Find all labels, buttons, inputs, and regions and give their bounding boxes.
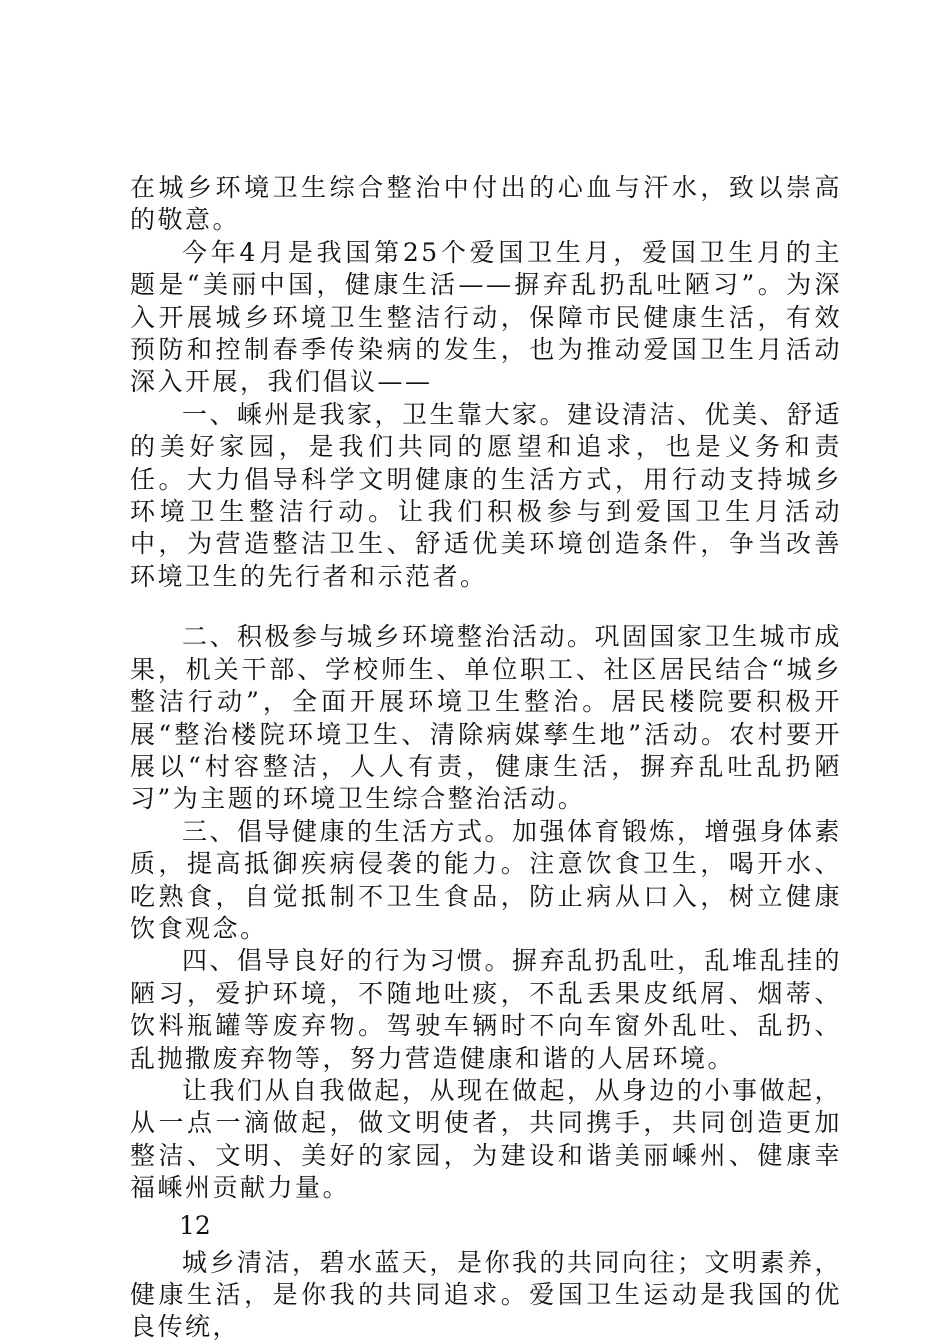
section-number: 12 [179, 1210, 211, 1240]
paragraph-intro: 今年4月是我国第25个爱国卫生月，爱国卫生月的主题是“美丽中国，健康生活——摒弃乱扔乱吐陋习”。为深入开展城乡环境卫生整洁行动，保障市民健康生活，有效预防和控制春季传染病的发生，也为推动爱国卫生月活动深入开展，我们倡议—— [130, 237, 842, 397]
paragraph-item-4: 四、倡导良好的行为习惯。摒弃乱扔乱吐，乱堆乱挂的陋习，爱护环境，不随地吐痰，不乱丢果皮纸屑、烟蒂、饮料瓶罐等废弃物。驾驶车辆时不向车窗外乱吐、乱扔、乱抛撒废弃物等，努力营造健康和谐的人居环境。 [130, 946, 843, 1073]
paragraph-item-3: 三、倡导健康的生活方式。加强体育锻炼，增强身体素质，提高抵御疾病侵袭的能力。注意饮食卫生，喝开水、吃熟食，自觉抵制不卫生食品，防止病从口入，树立健康饮食观念。 [130, 816, 843, 943]
document-body [130, 172, 842, 1344]
paragraph-next-section: 城乡清洁，碧水蓝天，是你我的共同向往；文明素养，健康生活，是你我的共同追求。爱国卫生运动是我国的优良传统， [130, 1247, 843, 1342]
paragraph-conclusion: 让我们从自我做起，从现在做起，从身边的小事做起，从一点一滴做起，做文明使者，共同携手，共同创造更加整洁、文明、美好的家园，为建设和谐美丽嵊州、健康幸福嵊州贡献力量。 [130, 1075, 843, 1203]
paragraph-item-2: 二、积极参与城乡环境整治活动。巩固国家卫生城市成果，机关干部、学校师生、单位职工、社区居民结合“城乡整洁行动”，全面开展环境卫生整治。居民楼院要积极开展“整治楼院环境卫生、清除病媒孳生地”活动。农村要开展以“村容整洁，人人有责，健康生活，摒弃乱吐乱扔陋习”为主题的环境卫生综合整治活动。 [130, 622, 843, 814]
paragraph-item-1: 一、嵊州是我家，卫生靠大家。建设清洁、优美、舒适的美好家园，是我们共同的愿望和追求，也是义务和责任。大力倡导科学文明健康的生活方式，用行动支持城乡环境卫生整洁行动。让我们积极参与到爱国卫生月活动中，为营造整洁卫生、舒适优美环境创造条件，争当改善环境卫生的先行者和示范者。 [130, 399, 843, 591]
paragraph-continuation: 在城乡环境卫生综合整治中付出的心血与汗水，致以崇高的敬意。 [130, 173, 842, 235]
